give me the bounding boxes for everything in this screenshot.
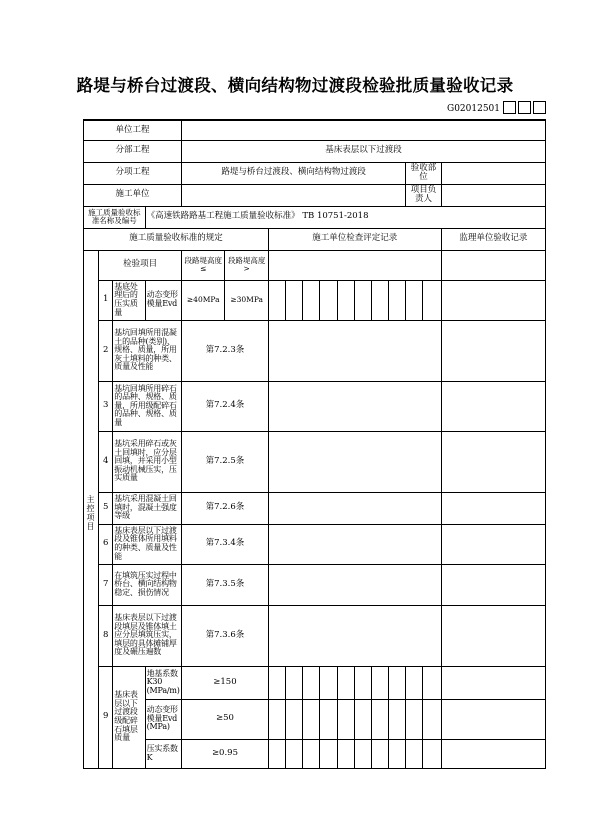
row-item: 基坑采用碎石或灰土回填时，应分层回填，并采用小型振动机械压实，压实质量 [113,431,182,492]
row-item: 基底处理后的压实质量 [113,280,145,320]
row-no: 4 [99,431,113,492]
supervision-cell [441,431,545,492]
inspection-table [83,119,546,769]
row-item: 基床表层以下过渡段及锥体所用填料的种类、质量及性能 [113,524,182,564]
unit-project-value [182,120,546,140]
row-item: 在填筑压实过程中桥台、横向结构物稳定、损伤情况 [113,564,182,605]
code-boxes [503,101,546,114]
row-value: 第7.3.4条 [182,524,269,564]
check-cell [268,431,441,492]
supervision-cell [441,605,545,666]
supervision-cell [441,492,545,524]
row-value-le: ≥40MPa [182,280,225,320]
row-no: 1 [99,280,113,320]
supervision-cell [441,320,545,381]
row-item: 基坑回填所用混凝土的品种(类别)、规格、质量，所用灰土填料的种类、质量及性能 [113,320,182,381]
row-value: ≥0.95 [182,739,269,768]
row-value: 第7.2.4条 [182,381,269,431]
item-project-value: 路堤与桥台过渡段、横向结构物过渡段 [182,162,406,184]
unit-project-label: 单位工程 [84,120,182,140]
spec-header: 施工质量验收标准的规定 [84,228,269,250]
construction-unit-label: 施工单位 [84,184,182,206]
row-sub-item: 动态变形模量Evd [145,280,181,320]
supervision-cell [441,564,545,605]
row-no: 8 [99,605,113,666]
row-no: 2 [99,320,113,381]
inspection-part-value [441,162,545,184]
row-value: 第7.2.6条 [182,492,269,524]
supervision-cell [441,250,545,280]
check-cell [268,564,441,605]
supervision-cell [441,666,545,699]
row-no: 7 [99,564,113,605]
check-cell [268,381,441,431]
row-no: 5 [99,492,113,524]
row-value: ≥150 [182,666,269,699]
check-cell [268,492,441,524]
supervision-cell [441,381,545,431]
row-value: ≥50 [182,699,269,739]
row-item: 基床表层以下过渡段填层及锥体填土应分层填筑压实，填层的具体摊铺厚度及碾压遍数 [113,605,182,666]
height-gt-header: 段路堤高度> [225,250,268,280]
row-item: 基坑回填所用碎石的品种、规格、质量，所用级配碎石的品种、规格、质量 [113,381,182,431]
check-cell [268,605,441,666]
height-le-header: 段路堤高度≤ [182,250,225,280]
check-cells [268,250,441,280]
section-main-label: 主控项目 [86,495,95,531]
supervision-record-header: 监理单位验收记录 [441,228,545,250]
row-sub-item: 地基系数K30 (MPa/m) [145,666,181,699]
row-value-gt: ≥30MPa [225,280,268,320]
supervision-cell [441,699,545,739]
item-project-label: 分项工程 [84,162,182,184]
row-no: 3 [99,381,113,431]
row-value: 第7.3.5条 [182,564,269,605]
inspection-part-label: 验收部位 [406,162,441,184]
row-item: 基坑采用混凝土回填时，混凝土强度等级 [113,492,182,524]
row-sub-item: 压实系数K [145,739,181,768]
row-no: 9 [99,666,113,768]
row-sub-item: 动态变形模量Evd (MPa) [145,699,181,739]
standard-value: 《高速铁路路基工程施工质量验收标准》 TB 10751-2018 [145,206,545,228]
row-value: 第7.2.3条 [182,320,269,381]
supervision-cell [441,280,545,320]
standard-label: 施工质量验收标准名称及编号 [84,206,146,228]
check-cell [268,524,441,564]
row-item: 基床表层以下过渡段级配碎石填层质量 [113,666,145,768]
row-value: 第7.3.6条 [182,605,269,666]
project-manager-label: 项目负责人 [406,184,441,206]
construction-unit-value [182,184,406,206]
construction-check-header: 施工单位检查评定记录 [268,228,441,250]
check-cell [268,320,441,381]
supervision-cell [441,524,545,564]
row-no: 6 [99,524,113,564]
project-manager-value [441,184,545,206]
form-code: G02012501 [447,104,500,114]
check-item-header: 检验项目 [99,250,182,280]
sub-project-value: 基床表层以下过渡段 [182,140,546,162]
form-title: 路堤与桥台过渡段、横向结构物过渡段检验批质量验收记录 [76,76,514,95]
sub-project-label: 分部工程 [84,140,182,162]
row-value: 第7.2.5条 [182,431,269,492]
supervision-cell [441,739,545,768]
